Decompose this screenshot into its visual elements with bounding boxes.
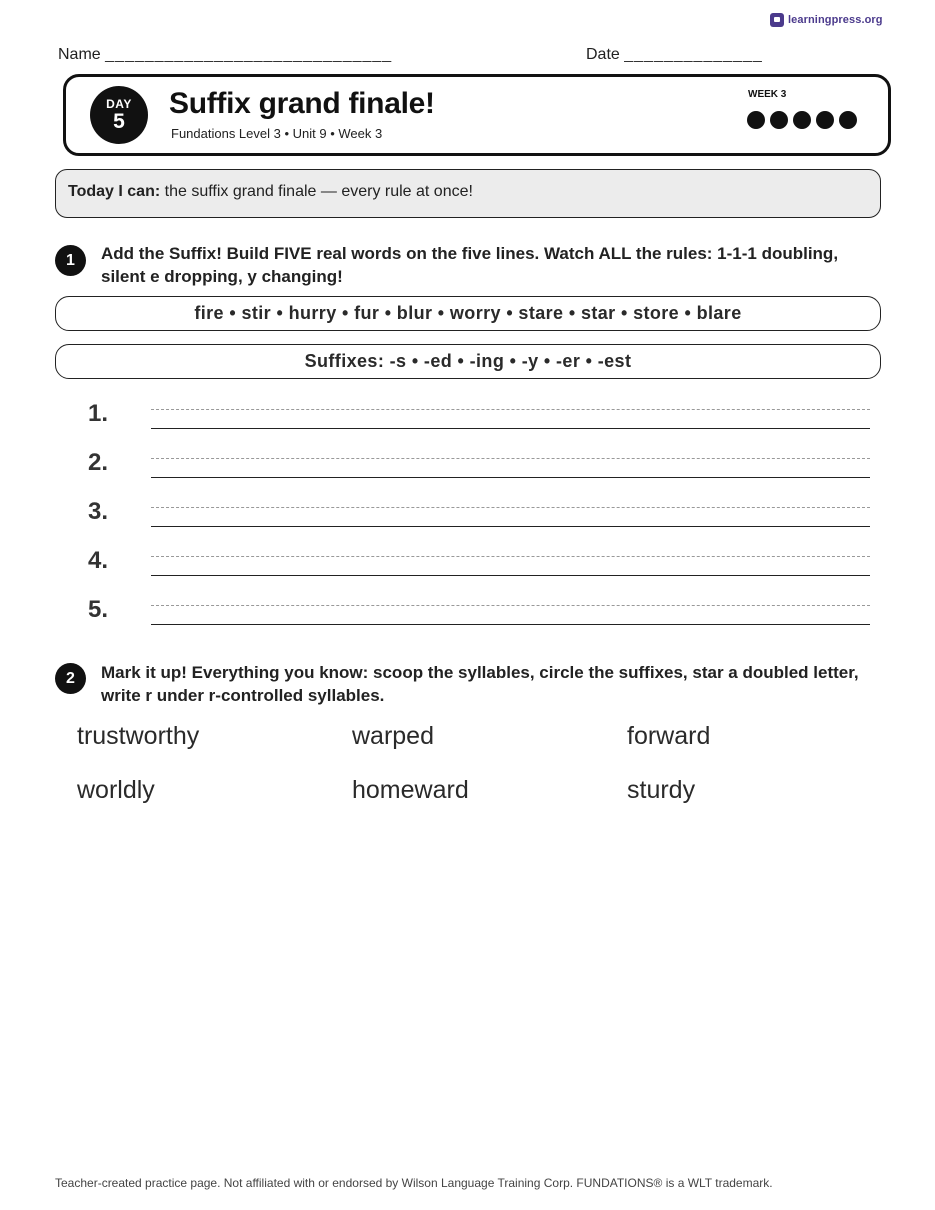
dashed-guide <box>151 409 870 410</box>
name-blank[interactable]: _____________________________ <box>105 46 393 63</box>
answer-line-number: 4. <box>88 547 109 574</box>
section1-instruction: Add the Suffix! Build FIVE real words on the five lines. Watch ALL the rules: 1-1-1 doubling, silent e dropping, y changing! <box>101 244 839 286</box>
dashed-guide <box>151 605 870 606</box>
practice-word[interactable]: warped <box>352 722 434 750</box>
answer-line-number: 5. <box>88 596 109 623</box>
date-field <box>586 46 763 64</box>
answer-line-number: 3. <box>88 498 109 525</box>
answer-line-number: 2. <box>88 449 109 476</box>
dashed-guide <box>151 507 870 508</box>
week-progress-dot <box>747 111 765 129</box>
name-field <box>58 46 392 64</box>
section2-instruction: Mark it up! Everything you know: scoop the syllables, circle the suffixes, star a doubled letter, write r under r-controlled syllables. <box>101 663 859 705</box>
section1-number: 1 <box>55 245 86 276</box>
week-progress-dot <box>816 111 834 129</box>
page-title: Suffix grand finale! <box>169 87 435 120</box>
answer-line-2[interactable] <box>88 449 870 489</box>
objective-lead: Today I can: <box>68 183 161 200</box>
brand-logo[interactable] <box>770 13 883 27</box>
practice-word[interactable]: worldly <box>77 776 155 804</box>
answer-line-number: 1. <box>88 400 109 427</box>
dashed-guide <box>151 458 870 459</box>
brand-icon <box>770 13 784 27</box>
base-words-box: fire • stir • hurry • fur • blur • worry • stare • star • store • blare <box>55 296 881 331</box>
week-label: WEEK 3 <box>748 89 787 100</box>
baseline <box>151 428 870 429</box>
footer-disclaimer: Teacher-created practice page. Not affiliated with or endorsed by Wilson Language Training Corp. FUNDATIONS® is a WLT trademark. <box>55 1176 773 1190</box>
day-word: DAY <box>106 97 132 111</box>
week-progress-dot <box>839 111 857 129</box>
practice-word[interactable]: trustworthy <box>77 722 200 750</box>
dashed-guide <box>151 556 870 557</box>
baseline <box>151 526 870 527</box>
word-grid <box>77 720 897 806</box>
practice-word[interactable]: homeward <box>352 776 469 804</box>
practice-word[interactable]: sturdy <box>627 776 696 804</box>
week-progress-dot <box>770 111 788 129</box>
baseline <box>151 575 870 576</box>
baseline <box>151 624 870 625</box>
date-blank[interactable]: ______________ <box>624 46 763 63</box>
answer-line-1[interactable] <box>88 400 870 440</box>
date-label: Date <box>586 46 620 63</box>
name-label: Name <box>58 46 101 63</box>
objective-banner <box>55 169 881 218</box>
week-progress-dots <box>747 111 857 129</box>
day-number: 5 <box>113 110 125 133</box>
answer-line-3[interactable] <box>88 498 870 538</box>
day-badge <box>90 86 148 144</box>
section2-number: 2 <box>55 663 86 694</box>
suffixes-box: Suffixes: -s • -ed • -ing • -y • -er • -est <box>55 344 881 379</box>
objective-text: the suffix grand finale — every rule at once! <box>164 183 473 200</box>
page-subtitle: Fundations Level 3 • Unit 9 • Week 3 <box>171 126 383 141</box>
brand-text: learningpress.org <box>788 14 883 26</box>
baseline <box>151 477 870 478</box>
week-progress-dot <box>793 111 811 129</box>
practice-word[interactable]: forward <box>627 722 711 750</box>
answer-line-4[interactable] <box>88 547 870 587</box>
answer-line-5[interactable] <box>88 596 870 636</box>
